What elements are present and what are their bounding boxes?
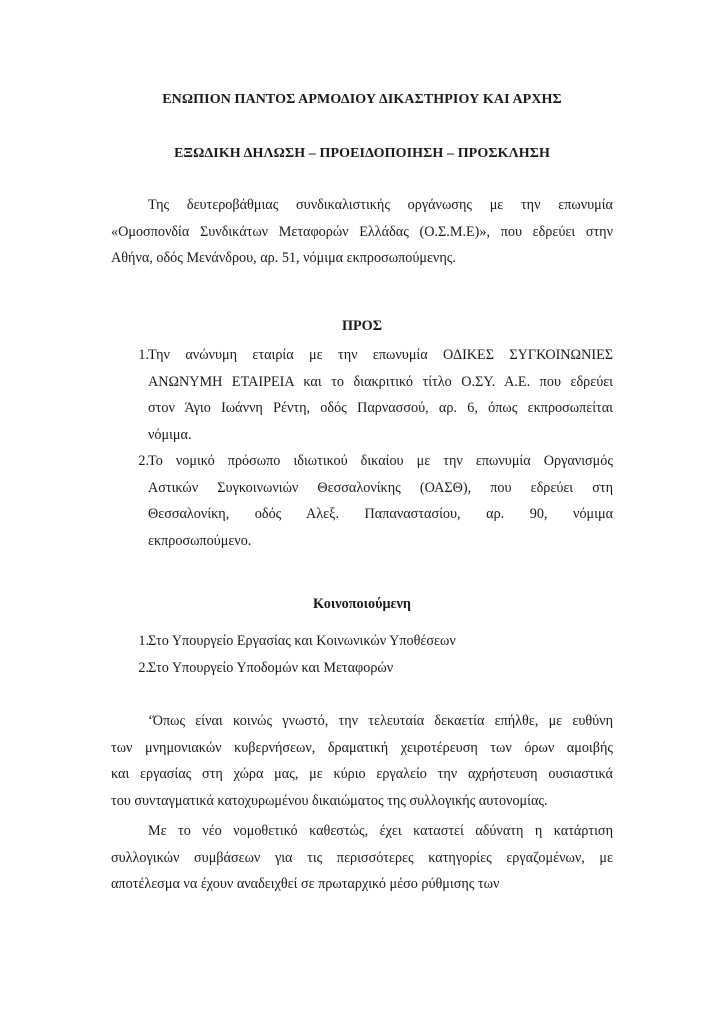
list-item-body <box>148 342 613 448</box>
body-line: ‘Όπως είναι κοινώς γνωστό, την τελευταία δεκαετία επήλθε, με ευθύνη <box>148 713 613 729</box>
intro-paragraph <box>111 192 613 272</box>
list-item-body <box>148 655 613 682</box>
list-item-line: ΑΝΩΝΥΜΗ ΕΤΑΙΡΕΙΑ και το διακριτικό τίτλο Ο.ΣΥ. Α.Ε. που εδρεύει <box>148 373 613 390</box>
list-item-number: 1. <box>138 633 149 649</box>
to-list <box>111 342 613 554</box>
list-item-body <box>148 448 613 554</box>
cc-list <box>111 628 613 681</box>
list-item-line: Θεσσαλονίκη, οδός Αλεξ. Παπαναστασίου, αρ. 90, νόμιμα <box>148 506 613 522</box>
list-item-line: Το νομικό πρόσωπο ιδιωτικού δικαίου με την επωνυμία Οργανισμός <box>148 453 613 469</box>
list-item-number: 1. <box>138 347 149 363</box>
document-title: ΕΞΩΔΙΚΗ ΔΗΛΩΣΗ – ΠΡΟΕΙΔΟΠΟΙΗΣΗ – ΠΡΟΣΚΛΗΣΗ <box>174 146 550 161</box>
list-item <box>111 448 613 554</box>
list-item-line: Αστικών Συγκοινωνιών Θεσσαλονίκης (ΟΑΣΘ), που εδρεύει στη <box>148 479 613 496</box>
list-item-line: εκπροσωπούμενο. <box>148 532 252 549</box>
list-item-line: Στο Υπουργείο Υποδομών και Μεταφορών <box>148 659 394 676</box>
body-line: των μνημονιακών κυβερνήσεων, δραματική χειροτέρευση των όρων αμοιβής <box>111 739 613 756</box>
list-item-body <box>148 628 613 655</box>
court-heading: ΕΝΩΠΙΟΝ ΠΑΝΤΟΣ ΑΡΜΟΔΙΟΥ ΔΙΚΑΣΤΗΡΙΟΥ ΚΑΙ ΑΡΧΗΣ <box>162 92 562 107</box>
body-line: και εργασίας στη χώρα μας, με κύριο εργαλείο την αχρήστευση ουσιαστικά <box>111 766 613 782</box>
list-item-number: 2. <box>138 659 149 676</box>
intro-line: Αθήνα, οδός Μενάνδρου, αρ. 51, νόμιμα εκπροσωπούμενης. <box>111 250 456 266</box>
list-item <box>111 342 613 448</box>
body-paragraph-1 <box>111 708 613 814</box>
intro-line: Της δευτεροβάθμιας συνδικαλιστικής οργάνωσης με την επωνυμία <box>148 197 613 213</box>
list-item-line: νόμιμα. <box>148 426 192 443</box>
list-item <box>111 655 613 682</box>
body-line: Με το νέο νομοθετικό καθεστώς, έχει καταστεί αδύνατη η κατάρτιση <box>148 823 613 839</box>
body-line: του συνταγματικά κατοχυρωμένου δικαιώματος της συλλογικής αυτονομίας. <box>111 792 548 809</box>
list-item-line: Στο Υπουργείο Εργασίας και Κοινωνικών Υποθέσεων <box>148 633 456 649</box>
list-item <box>111 628 613 655</box>
list-item-line: Την ανώνυμη εταιρία με την επωνυμία ΟΔΙΚΕΣ ΣΥΓΚΟΙΝΩΝΙΕΣ <box>148 347 613 363</box>
body-line: συλλογικών συμβάσεων για τις περισσότερες κατηγορίες εργαζομένων, με <box>111 849 613 866</box>
body-line: αποτέλεσμα να έχουν αναδειχθεί σε πρωταρχικό μέσο ρύθμισης των <box>111 876 500 892</box>
body-paragraph-2 <box>111 818 613 898</box>
cc-section-title: Κοινοποιούμενη <box>313 596 411 612</box>
intro-line: «Ομοσπονδία Συνδικάτων Μεταφορών Ελλάδας (Ο.Σ.Μ.Ε)», που εδρεύει στην <box>111 223 613 240</box>
list-item-line: στον Άγιο Ιωάννη Ρέντη, οδός Παρνασσού, αρ. 6, όπως εκπροσωπείται <box>148 400 613 416</box>
to-section-title: ΠΡΟΣ <box>341 318 382 334</box>
list-item-number: 2. <box>138 453 149 469</box>
